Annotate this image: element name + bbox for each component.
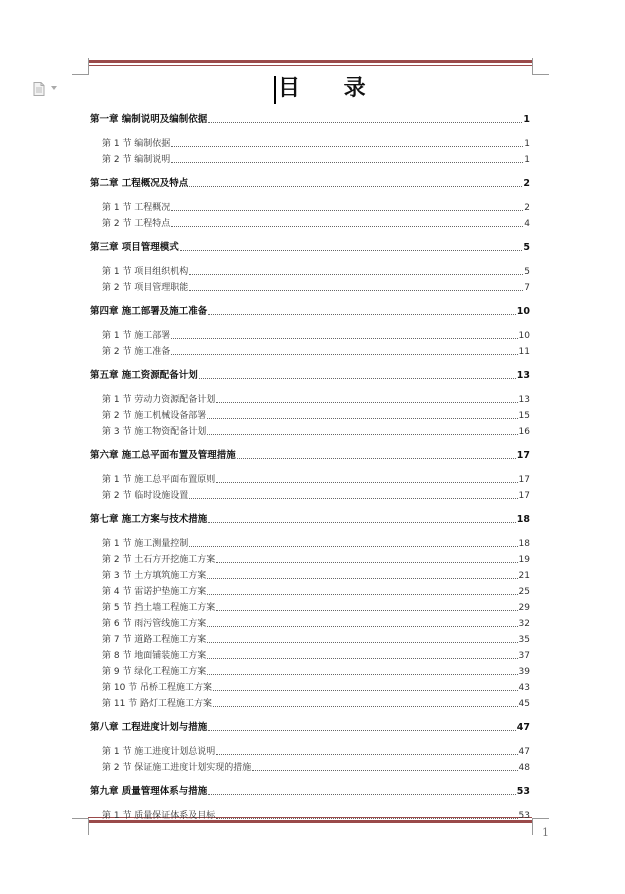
toc-section-entry[interactable]: [102, 200, 530, 214]
toc-leader-dots: [216, 561, 517, 563]
toc-section-entry[interactable]: [102, 664, 530, 678]
toc-chapter-entry[interactable]: [90, 512, 530, 526]
toc-leader-dots: [189, 185, 522, 187]
crop-mark-top-right: [532, 58, 549, 75]
toc-section-entry[interactable]: [102, 264, 530, 278]
toc-title: 目 录: [278, 76, 384, 101]
toc-leader-dots: [189, 273, 523, 275]
toc-entry-page: 18: [516, 514, 530, 525]
toc-entry-page: 5: [524, 267, 530, 277]
toc-entry-label: 第 1 节 施工部署: [102, 331, 171, 341]
toc-leader-dots: [216, 481, 517, 483]
toc-section-entry[interactable]: [102, 280, 530, 294]
chevron-down-icon[interactable]: [51, 86, 57, 90]
toc-leader-dots: [208, 121, 522, 123]
toc-entry-page: 1: [524, 139, 530, 149]
toc-chapter-entry[interactable]: [90, 112, 530, 126]
toc-leader-dots: [207, 625, 517, 627]
toc-entry-label: 第六章 施工总平面布置及管理措施: [90, 450, 236, 461]
toc-leader-dots: [189, 497, 517, 499]
toc-leader-dots: [171, 209, 523, 211]
toc-entry-page: 21: [518, 571, 530, 581]
toc-leader-dots: [237, 457, 516, 459]
page-number: 1: [542, 826, 549, 839]
toc-chapter-entry[interactable]: [90, 368, 530, 382]
toc-leader-dots: [207, 577, 517, 579]
toc-section-entry[interactable]: [102, 488, 530, 502]
toc-entry-page: 32: [518, 619, 530, 629]
toc-entry-label: 第 8 节 地面铺装施工方案: [102, 651, 207, 661]
toc-entry-page: 29: [518, 603, 530, 613]
toc-section-entry[interactable]: [102, 392, 530, 406]
toc-section-entry[interactable]: [102, 744, 530, 758]
toc-section-entry[interactable]: [102, 616, 530, 630]
toc-leader-dots: [189, 545, 517, 547]
toc-entry-label: 第 5 节 挡土墙工程施工方案: [102, 603, 216, 613]
toc-entry-page: 43: [518, 683, 530, 693]
toc-entry-page: 53: [516, 786, 530, 797]
toc-entry-page: 15: [518, 411, 530, 421]
toc-entry-label: 第 3 节 施工物资配备计划: [102, 427, 207, 437]
toc-entry-label: 第三章 项目管理模式: [90, 242, 179, 253]
toc-entry-page: 18: [518, 539, 530, 549]
toc-leader-dots: [207, 657, 517, 659]
toc-entry-label: 第 4 节 雷诺护垫施工方案: [102, 587, 207, 597]
toc-leader-dots: [216, 753, 517, 755]
toc-leader-dots: [171, 353, 517, 355]
toc-leader-dots: [171, 145, 523, 147]
toc-entry-label: 第 2 节 编制说明: [102, 155, 171, 165]
toc-entry-label: 第 6 节 雨污管线施工方案: [102, 619, 207, 629]
toc-section-entry[interactable]: [102, 696, 530, 710]
toc-leader-dots: [171, 161, 523, 163]
toc-entry-page: 48: [518, 763, 530, 773]
text-cursor: [274, 76, 276, 104]
toc-section-entry[interactable]: [102, 344, 530, 358]
toc-entry-label: 第 2 节 施工准备: [102, 347, 171, 357]
toc-entry-page: 47: [516, 722, 530, 733]
toc-entry-label: 第 2 节 施工机械设备部署: [102, 411, 207, 421]
toc-entry-label: 第九章 质量管理体系与措施: [90, 786, 208, 797]
toc-entry-label: 第 2 节 临时设施设置: [102, 491, 189, 501]
crop-mark-top-left: [72, 58, 89, 75]
toc-entry-label: 第 1 节 质量保证体系及目标: [102, 811, 216, 821]
toc-entry-label: 第 1 节 工程概况: [102, 203, 171, 213]
toc-chapter-entry[interactable]: [90, 240, 530, 254]
toc-entry-page: 35: [518, 635, 530, 645]
toc-entry-label: 第一章 编制说明及编制依据: [90, 114, 208, 125]
toc-entry-page: 1: [524, 155, 530, 165]
toc-entry-label: 第 2 节 项目管理职能: [102, 283, 189, 293]
toc-chapter-entry[interactable]: [90, 304, 530, 318]
toc-entry-page: 19: [518, 555, 530, 565]
header-rule-thin: [88, 65, 532, 66]
toc-entry-page: 1: [523, 114, 530, 125]
toc-leader-dots: [199, 377, 516, 379]
toc-entry-page: 17: [516, 450, 530, 461]
toc-leader-dots: [252, 769, 517, 771]
toc-leader-dots: [207, 433, 517, 435]
toc-section-entry[interactable]: [102, 328, 530, 342]
toc-leader-dots: [208, 521, 515, 523]
toc-entry-label: 第 2 节 工程特点: [102, 219, 171, 229]
toc-entry-page: 4: [524, 219, 530, 229]
toc-section-entry[interactable]: [102, 152, 530, 166]
header-rule-thick: [88, 60, 532, 63]
toc-entry-label: 第 10 节 吊桥工程施工方案: [102, 683, 213, 693]
toc-leader-dots: [216, 401, 517, 403]
toc-entry-label: 第 9 节 绿化工程施工方案: [102, 667, 207, 677]
toc-leader-dots: [208, 313, 515, 315]
toc-entry-page: 2: [524, 203, 530, 213]
toc-entry-page: 10: [518, 331, 530, 341]
toc-leader-dots: [180, 249, 523, 251]
toc-entry-page: 45: [518, 699, 530, 709]
toc-entry-label: 第 2 节 保证施工进度计划实现的措施: [102, 763, 252, 773]
toc-section-entry[interactable]: [102, 680, 530, 694]
toc-leader-dots: [216, 609, 517, 611]
toc-entry-page: 17: [518, 491, 530, 501]
toc-entry-label: 第 3 节 土方填筑施工方案: [102, 571, 207, 581]
toc-section-entry[interactable]: [102, 408, 530, 422]
toc-section-entry[interactable]: [102, 472, 530, 486]
toc-leader-dots: [213, 705, 518, 707]
toc-leader-dots: [189, 289, 523, 291]
crop-mark-bottom-left: [72, 818, 89, 835]
toc-leader-dots: [171, 225, 523, 227]
toc-leader-dots: [207, 673, 517, 675]
toc-section-entry[interactable]: [102, 552, 530, 566]
toc-entry-page: 47: [518, 747, 530, 757]
toc-entry-page: 37: [518, 651, 530, 661]
toc-section-entry[interactable]: [102, 136, 530, 150]
toc-section-entry[interactable]: [102, 568, 530, 582]
document-icon[interactable]: [33, 82, 45, 96]
toc-entry-page: 7: [524, 283, 530, 293]
toc-chapter-entry[interactable]: [90, 720, 530, 734]
toc-chapter-entry[interactable]: [90, 448, 530, 462]
toc-section-entry[interactable]: [102, 760, 530, 774]
toc-entry-page: 39: [518, 667, 530, 677]
toc-leader-dots: [208, 793, 515, 795]
toc-entry-page: 13: [518, 395, 530, 405]
toc-entry-page: 53: [518, 811, 530, 821]
toc-entry-label: 第 1 节 项目组织机构: [102, 267, 189, 277]
toc-entry-label: 第 1 节 施工进度计划总说明: [102, 747, 216, 757]
toc-section-entry[interactable]: [102, 424, 530, 438]
toc-leader-dots: [208, 729, 515, 731]
toc-leader-dots: [213, 689, 518, 691]
toc-chapter-entry[interactable]: [90, 784, 530, 798]
toc-entry-page: 25: [518, 587, 530, 597]
toc-leader-dots: [207, 417, 517, 419]
toc-entry-page: 2: [523, 178, 530, 189]
toc-entry-label: 第 1 节 施工测量控制: [102, 539, 189, 549]
toc-leader-dots: [171, 337, 517, 339]
toc-entry-page: 11: [518, 347, 530, 357]
toc-leader-dots: [216, 817, 517, 819]
toc-entry-label: 第 1 节 劳动力资源配备计划: [102, 395, 216, 405]
toc-entry-label: 第 2 节 土石方开挖施工方案: [102, 555, 216, 565]
toc-section-entry[interactable]: [102, 632, 530, 646]
toc-entry-page: 5: [523, 242, 530, 253]
toc-entry-label: 第八章 工程进度计划与措施: [90, 722, 208, 733]
toc-chapter-entry[interactable]: [90, 176, 530, 190]
toc-section-entry[interactable]: [102, 808, 530, 822]
toc-entry-label: 第 11 节 路灯工程施工方案: [102, 699, 213, 709]
toc-section-entry[interactable]: [102, 216, 530, 230]
toc-leader-dots: [207, 593, 517, 595]
toc-entry-page: 17: [518, 475, 530, 485]
toc-entry-label: 第二章 工程概况及特点: [90, 178, 189, 189]
toc-entry-label: 第 1 节 施工总平面布置原则: [102, 475, 216, 485]
toc-entry-label: 第五章 施工资源配备计划: [90, 370, 198, 381]
toc-entry-label: 第 1 节 编制依据: [102, 139, 171, 149]
toc-leader-dots: [207, 641, 517, 643]
toc-section-entry[interactable]: [102, 648, 530, 662]
toc-entry-page: 16: [518, 427, 530, 437]
toc-section-entry[interactable]: [102, 536, 530, 550]
toc-entry-label: 第四章 施工部署及施工准备: [90, 306, 208, 317]
toc-section-entry[interactable]: [102, 584, 530, 598]
toc-entry-page: 10: [516, 306, 530, 317]
toc-entry-label: 第 7 节 道路工程施工方案: [102, 635, 207, 645]
toc-section-entry[interactable]: [102, 600, 530, 614]
toc-entry-label: 第七章 施工方案与技术措施: [90, 514, 208, 525]
toc-entry-page: 13: [516, 370, 530, 381]
